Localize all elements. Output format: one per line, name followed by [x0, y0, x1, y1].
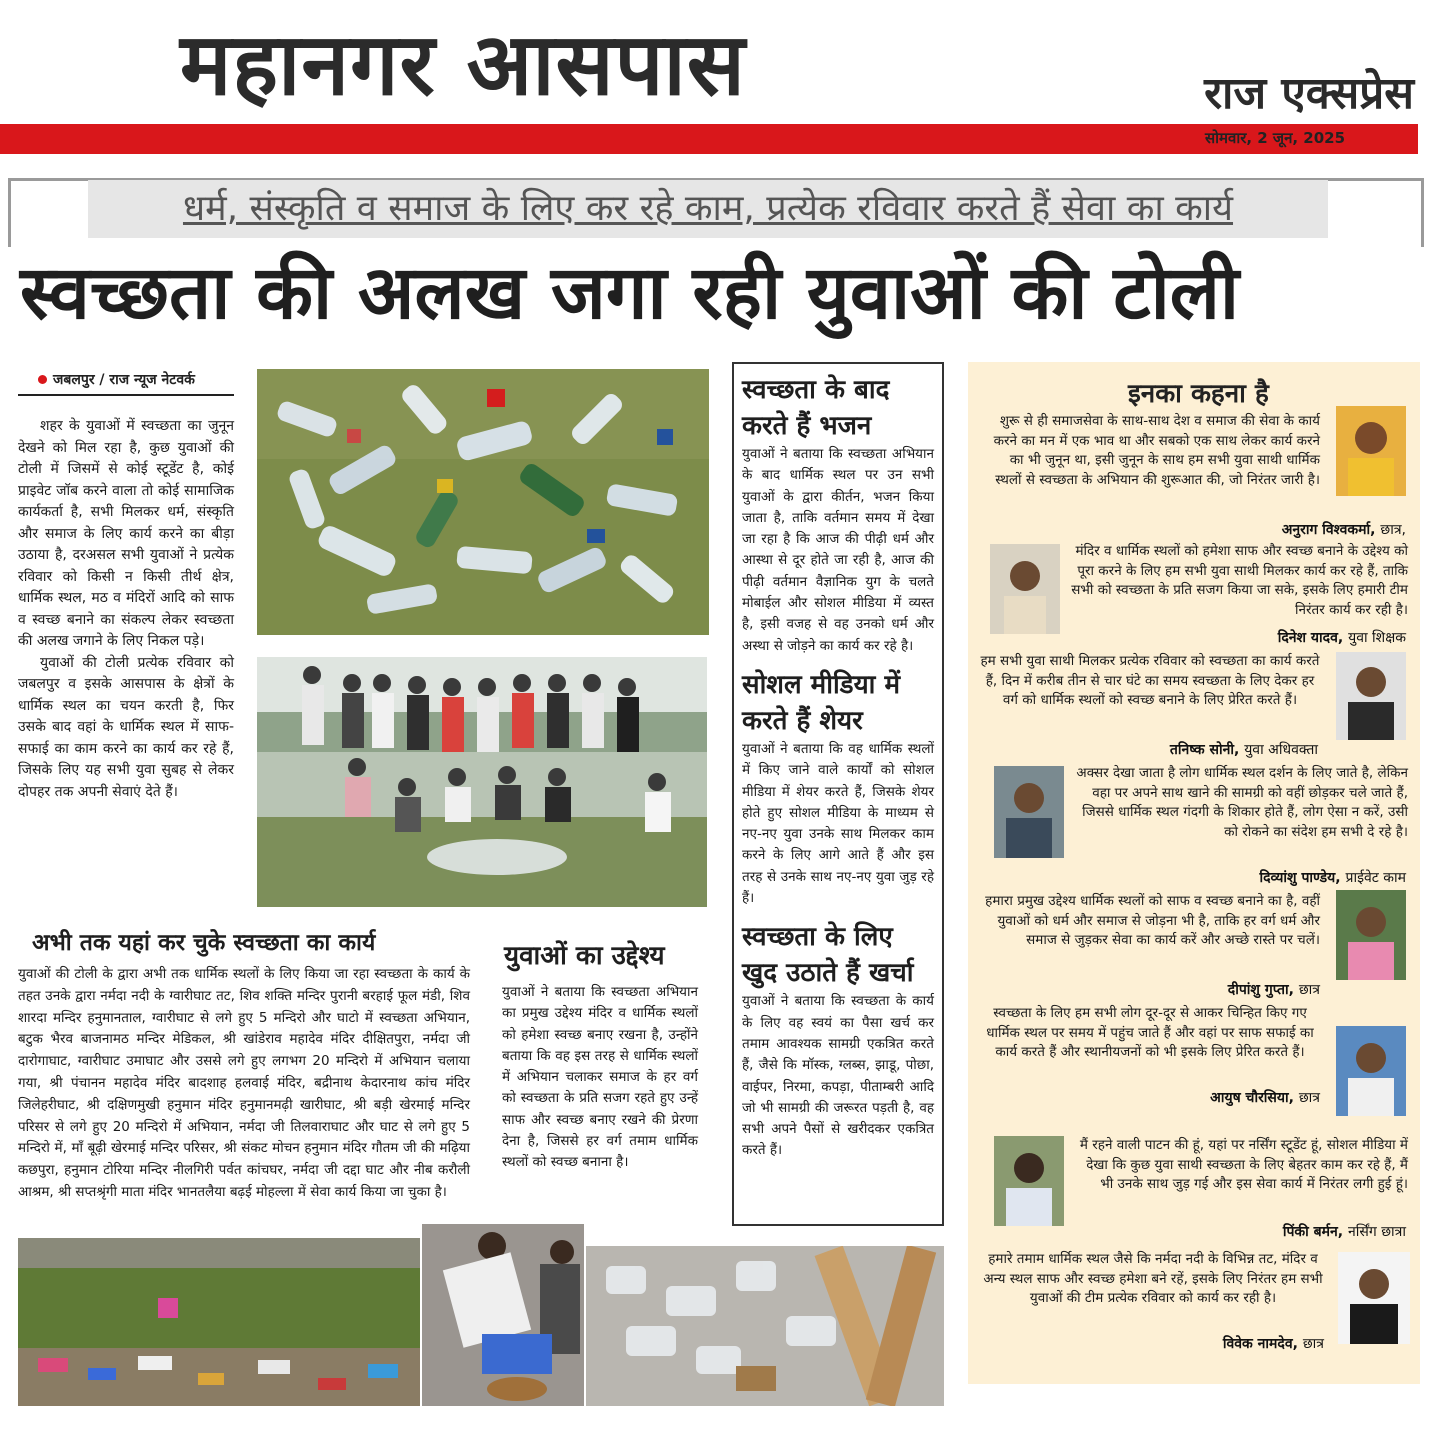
kicker-headline: धर्म, संस्कृति व समाज के लिए कर रहे काम, प्रत्येक रविवार करते हैं सेवा का कार्य [88, 180, 1328, 238]
photo-group [257, 657, 707, 907]
sidebar-heading-2: सोशल मीडिया में करते हैं शेयर [742, 669, 901, 736]
intro-paragraph-2: युवाओं की टोली प्रत्येक रविवार को जबलपुर व इसके आसपास के क्षेत्रों के धार्मिक स्थल का चयन करती है, फिर उसके बाद वहां के धार्मिक स्थल में साफ-सफाई का काम करने का कार्य कर रहे हैं, जिसके लिए यह सभी युवा सुबह से लेकर दोपहर तक अपनी सेवाएं देते हैं। [18, 654, 234, 800]
intro-paragraph-1: शहर के युवाओं में स्वच्छता का जुनून देखने को मिल रहा है, कुछ युवाओं की टोली में जिसमें से कोई स्टूडेंट है, कोई प्राइवेट जॉब करने वाला तो कोई सामाजिक कार्यकर्ता है, सभी मिलकर धर्म, संस्कृति और समाज के लिए कार्य करने का बीड़ा उठाया है, दरअसल सभी युवाओं ने प्रत्येक रविवार को किसी न किसी तीर्थ क्षेत्र, धार्मिक स्थल, मठ व मंदिरों आदि को साफ व स्वच्छ बनाने का संकल्प लेकर स्वच्छता की अलख जगाने के लिए निकल पड़े। [18, 418, 234, 649]
quote-text-8: हमारे तमाम धार्मिक स्थल जैसे कि नर्मदा नदी के विभिन्न तट, मंदिर व अन्य स्थल साफ और स्वच्छ हमेशा बने रहें, इसके लिए निरंतर हम सभी युवाओं की टीम प्रत्येक रविवार को कार्य कर रही है। [983, 1251, 1323, 1306]
byline [38, 370, 195, 389]
avatar [1338, 1252, 1410, 1344]
sidebar-text-2: युवाओं ने बताया कि वह धार्मिक स्थलों में किए जाने वाले कार्यों को सोशल मीडिया में शेयर करते हैं, जिसके शेयर होते हुए सोशल मीडिया के माध्यम से नए-नए युवा उनके साथ मिलकर काम करने के लिए आगे आते हैं और इस तरह से उनके साथ नए-नए युवा जुड़ रहे हैं। [742, 740, 934, 907]
quote-name-6: आयुष चौरसिया, छात्र [1210, 1090, 1320, 1106]
sidebar-text-1: युवाओं ने बताया कि स्वच्छता अभियान के बाद धार्मिक स्थल पर उन सभी युवाओं के द्वारा कीर्तन, भजन किया जाता है, ताकि वर्तमान समय में देखा जा रहा है कि आज की पीढ़ी धर्म और आस्था से दूर होते जा रही है, आज की पीढ़ी वर्तमान वैज्ञानिक युग के चलते मोबाईल और सोशल मीडिया में व्यस्त है, इसी वजह से वह उनको धर्म और अस्था से जोड़ने का कार्य कर रहे है। [742, 446, 934, 654]
photo-bottles [257, 369, 709, 635]
sidebar-text-3: युवाओं ने बताया कि स्वच्छता के कार्य के लिए वह स्वयं का पैसा खर्च कर तमाम आवश्यक सामग्री एकत्रित करते हैं, जैसे कि मॉस्क, ग्लब्स, झाडू, पोछा, वाईपर, निरमा, कपड़ा, पीताम्बरी आदि जो भी सामग्री की जरूरत पड़ती है, वह सभी अपने पैसों से खरीदकर एकत्रित करते हैं। [742, 993, 934, 1159]
aim-heading: युवाओं का उद्देश्य [504, 941, 665, 971]
quote-name-4: दिव्यांशु पाण्डेय, प्राईवेट काम [1259, 870, 1406, 886]
avatar [990, 544, 1060, 634]
quote-name-3: तनिष्क सोनी, युवा अधिवक्ता [1169, 742, 1318, 758]
quote-text-1: शुरू से ही समाजसेवा के साथ-साथ देश व समाज की सेवा के कार्य करने का मन में एक भाव था और सबको एक साथ लेकर कार्य करने का भी जुनून था, इसी जुनून के साथ हम सभी युवा साथी धार्मिक स्थलों से स्वच्छता के अभियान की शुरूआत की, जो निरंतर जारी है। [993, 413, 1320, 488]
avatar [994, 766, 1064, 858]
avatar [1336, 406, 1406, 496]
done-text: युवाओं की टोली के द्वारा अभी तक धार्मिक स्थलों के लिए किया जा रहा स्वच्छता के कार्य के तहत उनके द्वारा नर्मदा नदी के ग्वारीघाट तट, शिव शक्ति मन्दिर पुरानी बरहाई फूल मंडी, शिव शारदा मन्दिर हनुमानताल, ग्वारीघाट से लगे हुए 5 मन्दिरो और घाटो में स्वच्छता अभियान, बटुक भैरव बाजनामठ मन्दिर मेडिकल, श्री खांडेराव महादेव मंदिर दीक्षितपुरा, नर्मदा जी दारोगाघाट, ग्वारीघाट उमाघाट और उससे लगे हुए लगभग 20 मन्दिरो में अभियान चलाया गया, श्री पंचानन महादेव मंदिर बादशाह हलवाई मंदिर, बद्रीनाथ केदारनाथ कांच मंदिर जिलेहरीघाट, श्री दक्षिणमुखी हनुमान मंदिर हनुमानमढ़ी खारीघाट, श्री बड़ी खेरमाई मन्दिर परिसर से लगे हुए 20 मन्दिरो में अभियान, नर्मदा जी तिलवाराघाट और घाट से लगे हुए 5 मन्दिरो में, माँ बूढ़ी खेरमाई मन्दिर परिसर, श्री संकट मोचन हनुमान मंदिर गौतम जी की मढ़िया कछपुरा, हनुमान टोरिया मन्दिर नीलगिरी पर्वत कांचघर, नर्मदा जी दद्दा घाट और नीब करौली आश्रम, श्री सप्तश्रृंगी माता मंदिर भानतलैया बढ़ई मोहल्ला में सेवा कार्य किया जा चुका है। [18, 966, 470, 1200]
intro-column [18, 416, 234, 803]
quotes-title: इनका कहना है [1128, 379, 1269, 409]
quote-text-3: हम सभी युवा साथी मिलकर प्रत्येक रविवार को स्वच्छता का कार्य करते हैं, दिन में करीब तीन से चार घंटे का समय स्वच्छता के लिए देकर हर वर्ग को धार्मिक स्थलों को स्वच्छ बनाने के लिए प्रेरित करते हैं। [980, 653, 1320, 708]
byline-text: जबलपुर / राज न्यूज नेटवर्क [53, 372, 195, 388]
done-heading: अभी तक यहां कर चुके स्वच्छता का कार्य [32, 930, 376, 956]
photo-cleaning [422, 1224, 584, 1406]
avatar [1336, 890, 1406, 980]
quote-name-2: दिनेश यादव, युवा शिक्षक [1277, 630, 1406, 646]
avatar [1336, 1026, 1406, 1116]
main-headline: स्वच्छता की अलख जगा रही युवाओं की टोली [20, 250, 1240, 336]
date-line: सोमवार, 2 जून, 2025 [1205, 129, 1346, 147]
quote-text-4: अक्सर देखा जाता है लोग धार्मिक स्थल दर्शन के लिए जाते है, लेकिन वहा पर अपने साथ खाने की सामग्री को वहीं छोड़कर चले जाते हैं, जिससे धार्मिक स्थल गंदगी के शिकार होते हैं, लोग ऐसा न करें, उसी को रोकने का संदेश हम सभी दे रहे है। [1076, 765, 1408, 840]
avatar [994, 1136, 1064, 1226]
aim-text: युवाओं ने बताया कि स्वच्छता अभियान का प्रमुख उद्देश्य मंदिर व धार्मिक स्थलों को हमेशा स्वच्छ बनाए रखना है, उन्होंने बताया कि वह इस तरह से धार्मिक स्थलों में अभियान चलाकर समाज के हर वर्ग को स्वच्छता के प्रति सजग रहते हुए उन्हें साफ और स्वच्छ बनाए रखने की प्रेरणा देना है, जिससे हर वर्ग तमाम धार्मिक स्थलों को स्वच्छ बनाना है। [502, 984, 698, 1171]
section-title: महानगर आसपास [180, 15, 746, 115]
quote-text-6: स्वच्छता के लिए हम सभी लोग दूर-दूर से आकर चिन्हित किए गए धार्मिक स्थल पर समय में पहुंच जाते हैं और वहां पर साफ सफाई का कार्य करते हैं और स्थानीयजनों को भी इसके लिए प्रेरित करते हैं। [986, 1005, 1314, 1060]
sidebar-heading-3: स्वच्छता के लिए खुद उठाते हैं खर्चा [742, 922, 914, 989]
photo-plastic [586, 1246, 944, 1406]
quote-text-5: हमारा प्रमुख उद्देश्य धार्मिक स्थलों को साफ व स्वच्छ बनाने का है, वहीं युवाओं को धर्म और समाज से जोड़ना भी है, ताकि हर वर्ग धर्म और समाज से जुड़कर सेवा का कार्य करें और अच्छे रास्ते पर चलें। [985, 893, 1320, 948]
newspaper-brand: राज एक्सप्रेस [1204, 68, 1414, 119]
quote-name-5: दीपांशु गुप्ता, छात्र [1227, 982, 1320, 998]
bullet-icon [38, 375, 47, 384]
sidebar-box [732, 362, 944, 1226]
quote-name-8: विवेक नामदेव, छात्र [1222, 1336, 1324, 1352]
photo-garbage [18, 1238, 420, 1406]
byline-rule [18, 394, 234, 396]
quote-name-7: पिंकी बर्मन, नर्सिंग छात्रा [1282, 1224, 1406, 1240]
quote-text-2: मंदिर व धार्मिक स्थलों को हमेशा साफ और स्वच्छ बनाने के उद्देश्य को पूरा करने के लिए हम सभी युवा साथी मिलकर कार्य कर रहे हैं, ताकि सभी को स्वच्छता के प्रति सजग किया जा सके, इसके लिए हमारी टीम निरंतर कार्य कर रही है। [1071, 543, 1408, 618]
quote-name-1: अनुराग विश्वकर्मा, छात्र, [1281, 522, 1406, 538]
quote-text-7: मैं रहने वाली पाटन की हूं, यहां पर नर्सिंग स्टूडेंट हूं, सोशल मीडिया में देखा कि कुछ युवा साथी स्वच्छता के लिए बेहतर काम कर रहे हैं, मैं भी उनके साथ जुड़ गई और इस सेवा कार्य में निरंतर लगी हुई हूं। [1079, 1137, 1408, 1192]
sidebar-heading-1: स्वच्छता के बाद करते हैं भजन [742, 375, 890, 441]
avatar [1336, 652, 1406, 740]
